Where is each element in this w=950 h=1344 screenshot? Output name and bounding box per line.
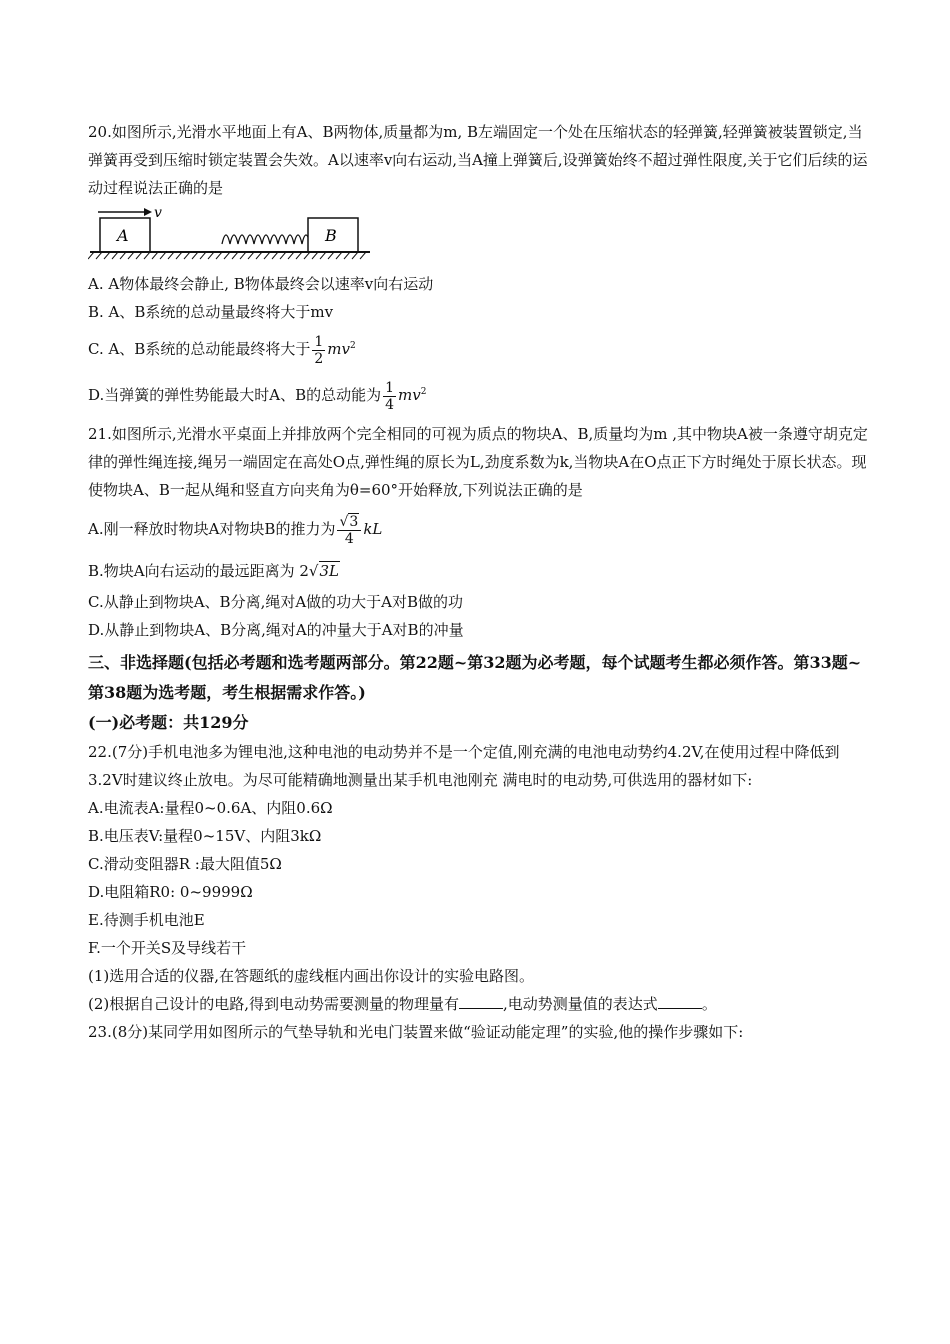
q22-item-b: B.电压表V:量程0~15V、内阻3kΩ bbox=[88, 827, 322, 845]
q20-stem: 20.如图所示,光滑水平地面上有A、B两物体,质量都为m, B左端固定一个处在压缩状态的轻弹簧,轻弹簧被装置锁定,当弹簧再受到压缩时锁定装置会失效。A以速率v向右运动,当A撞上弹簧后,设弹簧始终不超过弹性限度,关于它们后续的运动过程说法正确的是 bbox=[88, 123, 868, 197]
fraction-numerator: √3 bbox=[337, 514, 361, 531]
q22-item-c: C.滑动变阻器R :最大阻值5Ω bbox=[88, 855, 282, 873]
block-a-label: A bbox=[117, 226, 129, 245]
answer-blank-expression[interactable] bbox=[658, 992, 702, 1009]
q20-option-d-text: D.当弹簧的弹性势能最大时A、B的总动能为 bbox=[88, 386, 382, 404]
q21-stem: 21.如图所示,光滑水平桌面上并排放两个完全相同的可视为质点的物块A、B,质量均为m ,其中物块A被一条遵守胡克定律的弹性绳连接,绳另一端固定在高处O点,弹性绳的原长为L,劲度系数为k,当物块A在O点正下方时绳处于原长状态。现使物块A、B一起从绳和竖直方向夹角为θ=60°开始释放,下列说法正确的是 bbox=[88, 425, 868, 499]
section3-heading: 三、非选择题(包括必考题和选考题两部分。第22题~第32题为必考题，每个试题考生都必须作答。第33题~第38题为选考题，考生根据需求作答。) bbox=[88, 653, 862, 702]
q20-option-c-tail: mv bbox=[327, 340, 350, 358]
q21-option-a bbox=[88, 504, 868, 554]
exam-page bbox=[88, 118, 868, 1046]
spring bbox=[222, 235, 310, 244]
block-b-label: B bbox=[325, 226, 337, 245]
q21-option-b: B.物块A向右运动的最远距离为 2√3L bbox=[88, 562, 340, 580]
sqrt-radicand: 3 bbox=[349, 513, 359, 530]
q22-part2 bbox=[88, 990, 868, 1018]
q21-option-b-text: B.物块A向右运动的最远距离为 bbox=[88, 562, 295, 580]
q22-part2-text-a: (2)根据自己设计的电路,得到电动势需要测量的物理量有 bbox=[88, 995, 460, 1013]
q22-item-f: F.一个开关S及导线若干 bbox=[88, 939, 247, 957]
q20-diagram bbox=[88, 204, 378, 266]
q21-option-a-fraction bbox=[337, 514, 361, 547]
exponent: 2 bbox=[420, 387, 427, 397]
q21-option-a-tail: kL bbox=[363, 520, 383, 538]
ground-hatch bbox=[88, 252, 366, 259]
q21-option-b-tail: 3L bbox=[319, 562, 340, 580]
q20-option-d-fraction bbox=[383, 380, 396, 413]
q22-item-d: D.电阻箱R0: 0~9999Ω bbox=[88, 883, 253, 901]
q22-item-a: A.电流表A:量程0~0.6A、内阻0.6Ω bbox=[88, 799, 333, 817]
q20-option-c bbox=[88, 326, 868, 369]
exponent: 2 bbox=[349, 341, 356, 351]
q20-option-d bbox=[88, 369, 868, 418]
q20-option-c-fraction bbox=[312, 334, 325, 367]
q21-option-c: C.从静止到物块A、B分离,绳对A做的功大于A对B做的功 bbox=[88, 593, 464, 611]
q21-option-a-text: A.刚一释放时物块A对物块B的推力为 bbox=[88, 520, 336, 538]
fraction-denominator: 2 bbox=[314, 350, 324, 367]
q23-stem: 23.(8分)某同学用如图所示的气垫导轨和光电门装置来做“验证动能定理”的实验,他的操作步骤如下: bbox=[88, 1023, 744, 1041]
q22-part1: (1)选用合适的仪器,在答题纸的虚线框内画出你设计的实验电路图。 bbox=[88, 967, 535, 985]
q22-stem: 22.(7分)手机电池多为锂电池,这种电池的电动势并不是一个定值,刚充满的电池电动势约4.2V,在使用过程中降低到3.2V时建议终止放电。为尽可能精确地测量出某手机电池刚充 满电时的电动势,可供选用的器材如下: bbox=[88, 743, 840, 789]
q20-option-a: A. A物体最终会静止, B物体最终会以速率v向右运动 bbox=[88, 275, 434, 293]
fraction-numerator: 1 bbox=[314, 333, 324, 350]
fraction-denominator: 4 bbox=[344, 530, 354, 547]
q22-item-e: E.待测手机电池E bbox=[88, 911, 205, 929]
q21-option-d: D.从静止到物块A、B分离,绳对A的冲量大于A对B的冲量 bbox=[88, 621, 464, 639]
q20-figure bbox=[88, 204, 868, 266]
section3-subheading: (一)必考题：共129分 bbox=[88, 713, 249, 732]
q20-option-b: B. A、B系统的总动量最终将大于mv bbox=[88, 303, 334, 321]
answer-blank-quantities[interactable] bbox=[459, 992, 503, 1009]
q20-option-d-tail: mv bbox=[398, 386, 421, 404]
q22-part2-text-c: 。 bbox=[701, 995, 717, 1013]
velocity-label: v bbox=[154, 205, 162, 221]
fraction-numerator: 1 bbox=[385, 379, 395, 396]
q22-part2-text-b: ,电动势测量值的表达式 bbox=[503, 995, 658, 1013]
fraction-denominator: 4 bbox=[385, 396, 395, 413]
q20-option-c-text: C. A、B系统的总动能最终将大于 bbox=[88, 340, 311, 358]
